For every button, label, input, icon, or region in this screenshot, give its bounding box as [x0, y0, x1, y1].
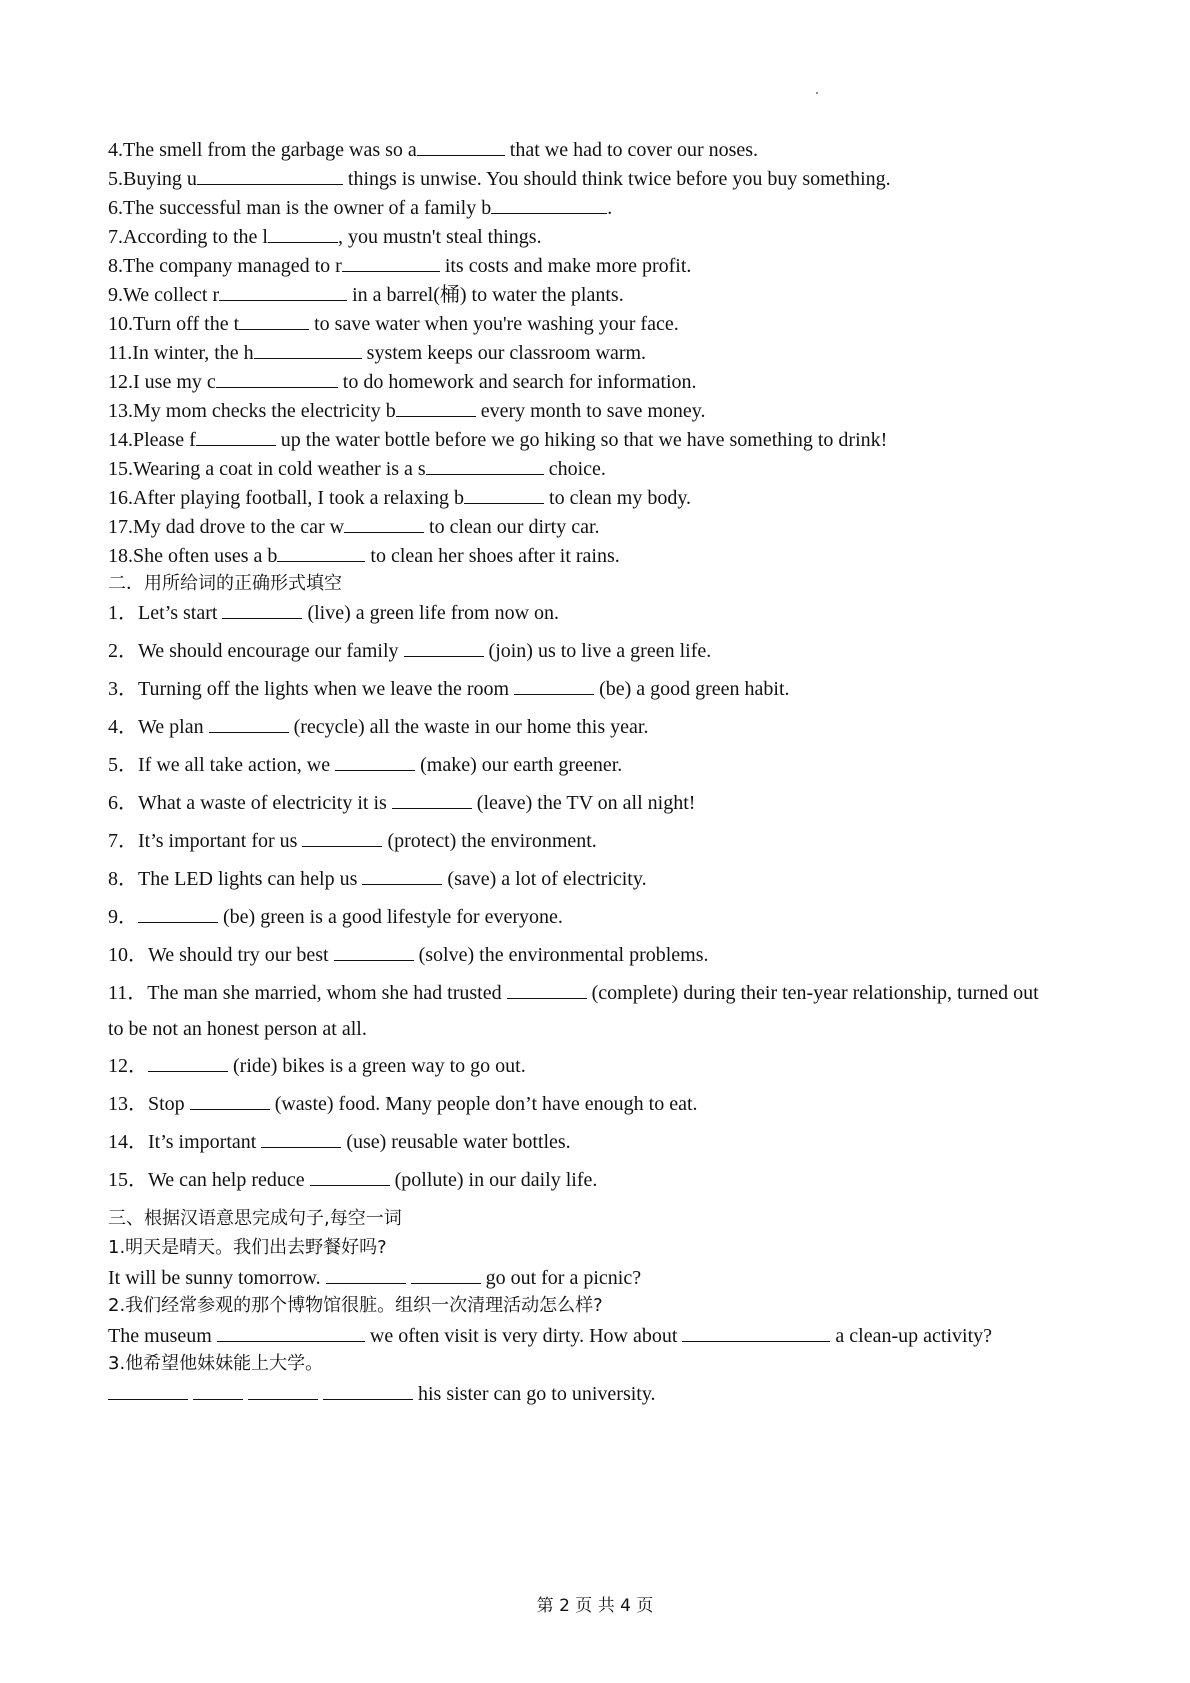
answer-blank[interactable]	[362, 866, 442, 885]
answer-blank[interactable]	[396, 398, 476, 417]
s1-item-17: 17.My dad drove to the car w to clean our dirty car.	[108, 516, 600, 538]
answer-blank[interactable]	[209, 714, 289, 733]
s2-item-7: 7．It’s important for us (protect) the environment.	[108, 830, 597, 852]
answer-blank[interactable]	[682, 1323, 830, 1342]
scan-speck	[816, 92, 818, 94]
s1-item-18: 18.She often uses a b to clean her shoes after it rains.	[108, 545, 620, 567]
answer-blank[interactable]	[335, 752, 415, 771]
answer-blank[interactable]	[491, 195, 607, 214]
answer-blank[interactable]	[417, 137, 505, 156]
s2-item-11-continuation: to be not an honest person at all.	[108, 1018, 367, 1040]
s2-item-9: 9． (be) green is a good lifestyle for everyone.	[108, 906, 563, 928]
s2-item-5: 5．If we all take action, we (make) our earth greener.	[108, 754, 623, 776]
answer-blank[interactable]	[148, 1053, 228, 1072]
answer-blank[interactable]	[217, 1323, 365, 1342]
answer-blank[interactable]	[342, 253, 440, 272]
answer-blank[interactable]	[197, 166, 343, 185]
s3-q1-chinese: 1.明天是晴天。我们出去野餐好吗?	[108, 1237, 387, 1258]
answer-blank[interactable]	[310, 1167, 390, 1186]
s2-item-13: 13．Stop (waste) food. Many people don’t have enough to eat.	[108, 1093, 698, 1115]
s3-q2-english: The museum we often visit is very dirty. How about a clean-up activity?	[108, 1325, 993, 1347]
answer-blank[interactable]	[268, 224, 338, 243]
s2-item-11: 11．The man she married, whom she had trusted (complete) during their ten-year relationship, turned out	[108, 982, 1039, 1004]
answer-blank[interactable]	[514, 676, 594, 695]
s1-item-5: 5.Buying u things is unwise. You should think twice before you buy something.	[108, 168, 891, 190]
s1-item-4: 4.The smell from the garbage was so a that we had to cover our noses.	[108, 139, 759, 161]
answer-blank[interactable]	[239, 311, 309, 330]
answer-blank[interactable]	[261, 1129, 341, 1148]
s1-item-12: 12.I use my c to do homework and search for information.	[108, 371, 697, 393]
answer-blank[interactable]	[426, 456, 544, 475]
s1-item-7: 7.According to the l , you mustn't steal things.	[108, 226, 542, 248]
answer-blank[interactable]	[326, 1265, 406, 1284]
answer-blank[interactable]	[277, 543, 365, 562]
s1-item-9: 9.We collect r in a barrel(桶) to water the plants.	[108, 284, 624, 306]
s3-q3-english: his sister can go to university.	[108, 1381, 656, 1406]
s2-item-15: 15．We can help reduce (pollute) in our daily life.	[108, 1169, 598, 1191]
answer-blank[interactable]	[193, 1381, 243, 1400]
section-2-heading: 二．用所给词的正确形式填空	[108, 573, 342, 594]
s1-item-16: 16.After playing football, I took a relaxing b to clean my body.	[108, 487, 692, 509]
s1-item-6: 6.The successful man is the owner of a family b .	[108, 197, 613, 219]
s3-q1-english: It will be sunny tomorrow. go out for a picnic?	[108, 1267, 642, 1289]
page-footer: 第 2 页 共 4 页	[536, 1596, 654, 1616]
s1-item-13: 13.My mom checks the electricity b every month to save money.	[108, 400, 706, 422]
answer-blank[interactable]	[334, 942, 414, 961]
answer-blank[interactable]	[507, 980, 587, 999]
s3-q2-chinese: 2.我们经常参观的那个博物馆很脏。组织一次清理活动怎么样?	[108, 1295, 603, 1316]
answer-blank[interactable]	[190, 1091, 270, 1110]
answer-blank[interactable]	[222, 600, 302, 619]
s1-item-14: 14.Please f up the water bottle before we go hiking so that we have something to drink!	[108, 429, 888, 451]
s1-item-8: 8.The company managed to r its costs and make more profit.	[108, 255, 692, 277]
s1-item-11: 11.In winter, the h system keeps our classroom warm.	[108, 342, 647, 364]
s1-item-15: 15.Wearing a coat in cold weather is a s choice.	[108, 458, 606, 480]
answer-blank[interactable]	[323, 1381, 413, 1400]
answer-blank[interactable]	[196, 427, 276, 446]
answer-blank[interactable]	[344, 514, 424, 533]
answer-blank[interactable]	[108, 1381, 188, 1400]
s2-item-2: 2．We should encourage our family (join) us to live a green life.	[108, 640, 712, 662]
answer-blank[interactable]	[219, 282, 347, 301]
s2-item-8: 8．The LED lights can help us (save) a lot of electricity.	[108, 868, 647, 890]
answer-blank[interactable]	[216, 369, 338, 388]
s2-item-10: 10．We should try our best (solve) the environmental problems.	[108, 944, 709, 966]
s2-item-12: 12． (ride) bikes is a green way to go out.	[108, 1055, 526, 1077]
s2-item-4: 4．We plan (recycle) all the waste in our home this year.	[108, 716, 649, 738]
s1-item-10: 10.Turn off the t to save water when you're washing your face.	[108, 313, 679, 335]
answer-blank[interactable]	[392, 790, 472, 809]
s2-item-14: 14．It’s important (use) reusable water bottles.	[108, 1131, 571, 1153]
answer-blank[interactable]	[248, 1381, 318, 1400]
answer-blank[interactable]	[464, 485, 544, 504]
s2-item-6: 6．What a waste of electricity it is (leave) the TV on all night!	[108, 792, 696, 814]
answer-blank[interactable]	[411, 1265, 481, 1284]
s2-item-3: 3．Turning off the lights when we leave the room (be) a good green habit.	[108, 678, 790, 700]
answer-blank[interactable]	[138, 904, 218, 923]
answer-blank[interactable]	[254, 340, 362, 359]
answer-blank[interactable]	[404, 638, 484, 657]
s2-item-1: 1．Let’s start (live) a green life from now on.	[108, 602, 560, 624]
s3-q3-chinese: 3.他希望他妹妹能上大学。	[108, 1353, 324, 1374]
section-3-heading: 三、根据汉语意思完成句子,每空一词	[108, 1208, 402, 1229]
answer-blank[interactable]	[302, 828, 382, 847]
